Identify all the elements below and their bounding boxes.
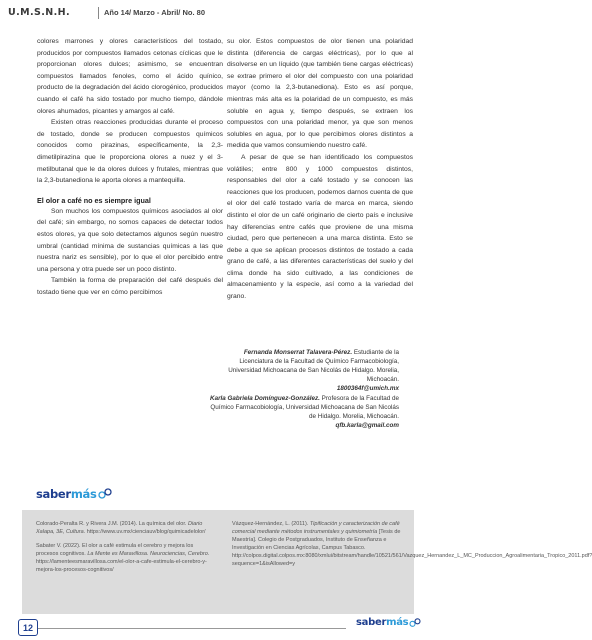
author-name: Karla Gabriela Domínguez-González. (210, 395, 320, 402)
issue-info: Año 14/ Marzo - Abril/ No. 80 (104, 8, 205, 17)
logo-wordmark (356, 617, 408, 628)
author-name: Fernanda Monserrat Talavera-Pérez. (243, 349, 353, 356)
logo-wordmark (36, 487, 97, 501)
header-separator (98, 7, 99, 19)
section-heading: El olor a café no es siempre igual (37, 195, 151, 205)
logo-text-accent: más (70, 487, 97, 501)
logo-text: saber (36, 487, 71, 501)
reference-entry: Colorado-Peralta R. y Rivera J.M. (2014). La química del olor. Diario Xalapa, 3E, Cultura. https://www.uv.mx/cienciauv/blog/quimicadelolor/ (36, 521, 206, 536)
references-left-column (36, 520, 216, 581)
paragraph: Son muchos los compuestos químicos asociados al olor del café; sin embargo, no somos capaces de detectar todos estos olores, ya que solo detectamos algunos según nuestro umbral (cantidad mínima de sustancias químicas a las que nuestra nariz es sensible), por lo que el olor percibido entre una persona y otra puede ser un poco distinto. (37, 207, 223, 273)
article-right-column (227, 36, 413, 303)
logo-text: saber (356, 617, 387, 628)
references-right-column (232, 520, 592, 575)
reference-link[interactable]: https://lamenteesmaravillosa.com/el-olor-a-cafe-estimula-el-cerebro-y-mejora-los-procesos-cognitivos/ (36, 559, 207, 574)
author-email[interactable]: qfb.karla@gmail.com (335, 422, 399, 430)
author-bio: Estudiante de la Licenciatura de la Facultad de Químico Farmacobiología, Universidad Michoacana de San Nicolás de Hidalgo. Morelia, Michoacán. (228, 349, 399, 384)
reference-entry: Sabater V. (2022). El olor a café estimula el cerebro y mejora los procesos cognitivos. La Mente es Maravillosa. Neurociencias, Cerebro. https://lamenteesmaravillosa.com/el-olor-a-cafe-estimula-el-cerebro-y-mejora-los-procesos-cognitivos/ (36, 543, 210, 574)
author-credit (209, 394, 399, 430)
logo-molecule-icon (409, 618, 421, 628)
footer-divider (36, 628, 346, 629)
article-left-column (37, 36, 223, 298)
page-number: 12 (18, 619, 38, 636)
paragraph: A pesar de que se han identificado los compuestos volátiles; entre 800 y 1000 compuestos distintos, responsables del olor a café tostado y se conocen las reacciones que los producen, podemos darnos cuenta de que el olor del café tostado varía de marca en marca, siendo distinto el olor de un café originario de cierto país e inclusive hay diferencias entre cafés que proviene de una misma ciudad, pero que pertenecen a una marca distinta. Esto se debe a que se aplican procesos distintos de tostado a cada grano de café, a las diferentes características del suelo y del clima donde ha sido cultivado, a las condiciones de almacenamiento y la especie, así como a la variedad del grano. (227, 153, 413, 301)
reference-link[interactable]: https://www.uv.mx/cienciauv/blog/quimicadelolor/ (85, 529, 206, 536)
author-credit (209, 348, 399, 393)
logo-text-accent: más (386, 617, 409, 628)
paragraph: colores marrones y olores característicos del tostado, producidos por compuestos llamados cetonas cíclicas que le proporcionan olores dulces; asimismo, se encuentran compuestos llamados fenoles, como el ácido quínico, producto de la degradación del ácido clorogénico, producidos cuando el café ha sido tostado por mucho tiempo, dándole olores ahumados, picantes y amargos al café. (37, 38, 223, 115)
saber-mas-footer-logo (356, 617, 421, 628)
paragraph: También la forma de preparación del café después del tostado tiene que ver en cómo percibimos (37, 277, 223, 296)
reference-entry: Vázquez-Hernández, L. (2011). Tipificación y caracterización de café comercial mediante métodos instrumentales y quimiometría [Tesis de Maestría]. Colegio de Postgraduados, Instituto de Enseñanza e Investigación en Ciencias Agrícolas, Campus Tabasco. http://colpos.digital.colpos.mx:8080/xmlui/bitstream/handle/10521/561/Vazquez_Hernandez_L_MC_Produccion_Agroalimentaria_Tropico_2011.pdf?sequence=1&isAllowed=y (232, 521, 592, 568)
references-box (22, 510, 592, 614)
saber-mas-logo (36, 487, 112, 501)
page-header (0, 0, 436, 24)
paragraph: Existen otras reacciones producidas durante el proceso de tostado, donde se producen compuestos químicos conocidos como pirazinas, específicamente, la 2,3-dimetilpirazina que le proporciona olores a nuez y el 3-metilbutanal que le da olores dulces y frutales, mientras que la 2,3-butanediona le aporta olores a mantequilla. (37, 119, 223, 185)
reference-link[interactable]: [Tesis de Maestría]. Colegio de Postgraduados, Instituto de Enseñanza e Investigación en Ciencias Agrícolas, Campus Tabasco. http://colpos.digital.colpos.mx:8080/xmlui/bitstream/handle/10521/561/Vazquez_Hernandez_L_MC_Produccion_Agroalimentaria_Tropico_2011.pdf?sequence=1&isAllowed=y (232, 529, 592, 568)
journal-brand: U.M.S.N.H. (8, 7, 70, 18)
paragraph: su olor. Estos compuestos de olor tienen una polaridad distinta (diferencia de cargas eléctricas), por lo que al disolverse en un líquido (que también tiene cargas eléctricas) se extrae primero el olor del compuesto con una polaridad mayor (como la 2,3-butanediona). Esto es así porque, mientras más alta es la polaridad de un compuesto, es más soluble en agua y, tiempo después, se extraen los compuestos con una polaridad menor, ya que son menos solubles en agua, por lo que percibimos olores distintos a medida que vamos consumiendo nuestro café. (227, 38, 413, 150)
author-email[interactable]: 1800364f@umich.mx (336, 385, 399, 393)
logo-molecule-icon (98, 488, 112, 500)
author-bio: Profesora de la Facultad de Químico Farmacobiología, Universidad Michoacana de San Nicolás de Hidalgo. Morelia, Michoacán. (210, 395, 399, 421)
